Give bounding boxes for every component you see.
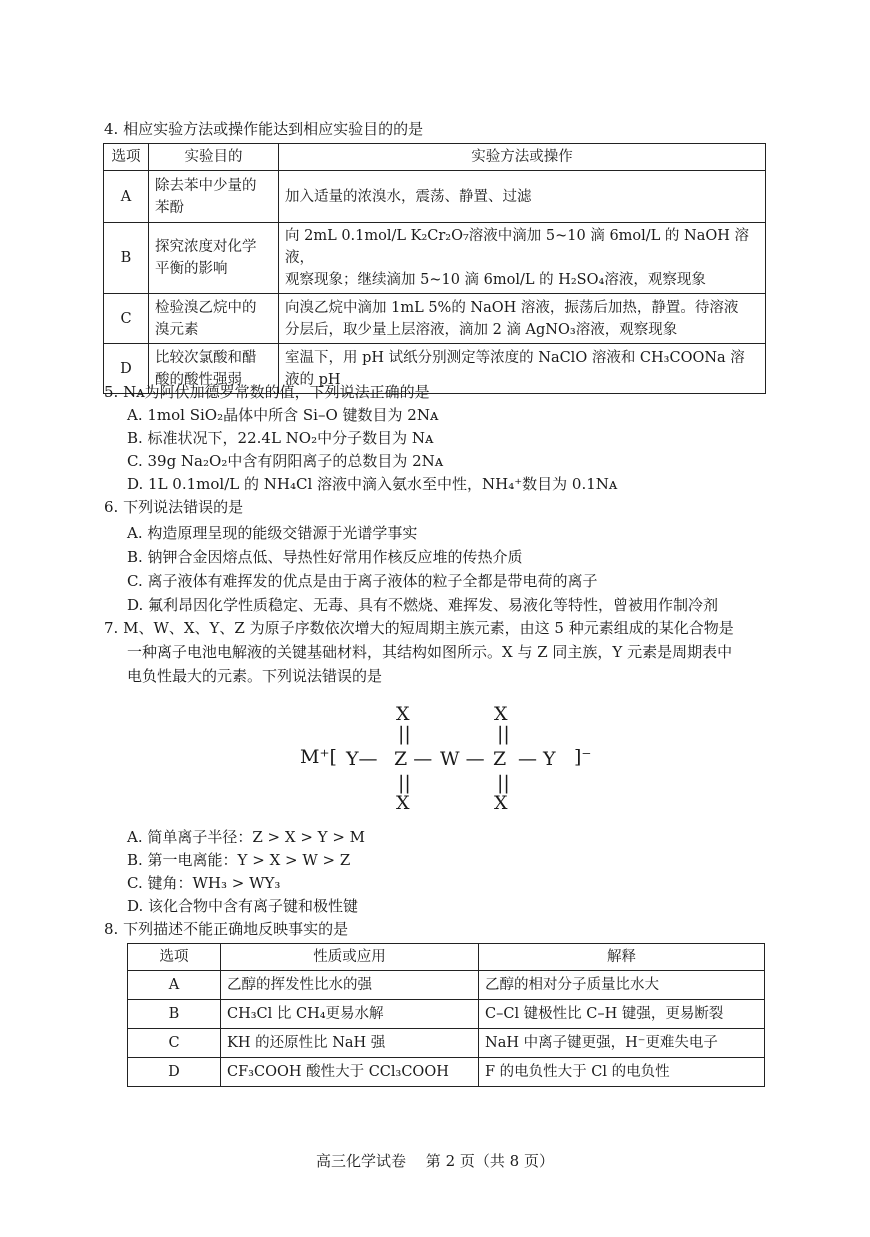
method-line: 室温下，用 pH 试纸分别测定等浓度的 NaClO 溶液和 CH₃COONa 溶 [285,349,745,366]
method-line: 向溴乙烷中滴加 1mL 5%的 NaOH 溶液，振荡后加热，静置。待溶液 [285,299,739,316]
struct-x-top-right: X [494,703,508,725]
goal-line: 比较次氯酸和醋 [155,349,257,366]
row-explanation: NaH 中离子键更强，H⁻更难失电子 [479,1029,765,1058]
struct-double-bond: || [398,772,411,794]
question-4-stem: 4. 相应实验方法或操作能达到相应实验目的的是 [104,120,424,138]
struct-double-bond: || [398,723,411,745]
question-7-stem-line1: 7. M、W、X、Y、Z 为原子序数依次增大的短周期主族元素，由这 5 种元素组成的某化合物是 [104,619,734,637]
goal-line: 除去苯中少量的 [155,177,257,194]
row-property: KH 的还原性比 NaH 强 [221,1029,479,1058]
goal-line: 苯酚 [155,199,184,216]
struct-y-left: Y— [346,748,378,770]
header-property: 性质或应用 [221,944,479,971]
method-line: 分层后，取少量上层溶液，滴加 2 滴 AgNO₃溶液，观察现象 [285,321,678,338]
question-5-stem: 5. Nᴀ为阿伏加德罗常数的值，下列说法正确的是 [104,383,430,401]
q8-table [127,943,765,1087]
row-option: C [104,294,149,344]
row-option: D [104,344,149,394]
row-explanation: 乙醇的相对分子质量比水大 [479,971,765,1000]
row-explanation: C–Cl 键极性比 C–H 键强，更易断裂 [479,1000,765,1029]
row-option: D [128,1058,221,1087]
table-row [128,1058,765,1087]
molecular-structure-diagram [300,700,620,820]
struct-anion-bracket: ]⁻ [574,746,592,768]
q6-option-c: C. 离子液体有难挥发的优点是由于离子液体的粒子全都是带电荷的离子 [127,572,598,590]
q6-option-d: D. 氟利昂因化学性质稳定、无毒、具有不燃烧、难挥发、易液化等特性，曾被用作制冷剂 [127,596,719,614]
row-option: A [104,171,149,223]
table-row [128,1029,765,1058]
table-row [104,294,766,344]
table-row [128,971,765,1000]
q6-option-b: B. 钠钾合金因熔点低、导热性好常用作核反应堆的传热介质 [127,548,523,566]
goal-line: 探究浓度对化学 [155,239,257,255]
table-header-row [128,944,765,971]
row-method [279,223,766,294]
row-option: A [128,971,221,1000]
struct-double-bond: || [497,723,510,745]
table-row [104,223,766,294]
row-goal [149,171,279,223]
q5-option-d: D. 1L 0.1mol/L 的 NH₄Cl 溶液中滴入氨水至中性，NH₄⁺数目为 0.1Nᴀ [127,475,618,493]
table-row [104,171,766,223]
method-line: 向 2mL 0.1mol/L K₂Cr₂O₇溶液中滴加 5~10 滴 6mol/L 的 NaOH 溶液， [285,228,750,266]
table-row [128,1000,765,1029]
row-property: CH₃Cl 比 CH₄更易水解 [221,1000,479,1029]
goal-line: 酸的酸性强弱 [155,371,242,388]
row-goal [149,294,279,344]
q5-option-a: A. 1mol SiO₂晶体中所含 Si–O 键数目为 2Nᴀ [127,406,439,424]
row-property: 乙醇的挥发性比水的强 [221,971,479,1000]
method-line: 液的 pH [285,371,341,388]
row-option: B [128,1000,221,1029]
struct-z-left: Z — [394,748,433,770]
row-property: CF₃COOH 酸性大于 CCl₃COOH [221,1058,479,1087]
q7-option-a: A. 简单离子半径：Z > X > Y > M [127,828,366,846]
header-explanation: 解释 [479,944,765,971]
goal-line: 平衡的影响 [155,261,228,277]
question-6-stem: 6. 下列说法错误的是 [104,498,244,516]
struct-double-bond: || [497,772,510,794]
header-method: 实验方法或操作 [279,144,766,171]
q7-option-c: C. 键角：WH₃ > WY₃ [127,874,281,892]
page-footer: 高三化学试卷 第 2 页（共 8 页） [316,1152,554,1170]
q7-option-d: D. 该化合物中含有离子键和极性键 [127,897,359,915]
question-7-stem-line3: 电负性最大的元素。下列说法错误的是 [127,667,383,685]
method-line: 观察现象；继续滴加 5~10 滴 6mol/L 的 H₂SO₄溶液，观察现象 [285,272,706,288]
struct-z-right: Z [493,748,507,770]
struct-cation: M⁺[ [300,746,337,768]
method-line: 加入适量的浓溴水，震荡、静置、过滤 [285,188,532,205]
q7-option-b: B. 第一电离能：Y > X > W > Z [127,851,351,869]
struct-x-top-left: X [396,703,410,725]
row-option: C [128,1029,221,1058]
header-option: 选项 [128,944,221,971]
struct-y-right: — Y [518,748,556,770]
goal-line: 溴元素 [155,321,199,338]
header-option: 选项 [104,144,149,171]
row-method [279,171,766,223]
header-goal: 实验目的 [149,144,279,171]
question-7-stem-line2: 一种离子电池电解液的关键基础材料，其结构如图所示。X 与 Z 同主族，Y 元素是周期表中 [127,643,733,661]
question-8-stem: 8. 下列描述不能正确地反映事实的是 [104,920,349,938]
q4-table [103,143,766,394]
struct-w: W — [440,748,485,770]
q5-option-b: B. 标准状况下，22.4L NO₂中分子数目为 Nᴀ [127,429,434,447]
row-option: B [104,223,149,294]
struct-x-bottom-right: X [494,792,508,814]
row-method [279,294,766,344]
table-header-row [104,144,766,171]
row-goal [149,223,279,294]
row-explanation: F 的电负性大于 Cl 的电负性 [479,1058,765,1087]
goal-line: 检验溴乙烷中的 [155,299,257,316]
q5-option-c: C. 39g Na₂O₂中含有阴阳离子的总数目为 2Nᴀ [127,452,444,470]
q6-option-a: A. 构造原理呈现的能级交错源于光谱学事实 [127,524,418,542]
struct-x-bottom-left: X [396,792,410,814]
